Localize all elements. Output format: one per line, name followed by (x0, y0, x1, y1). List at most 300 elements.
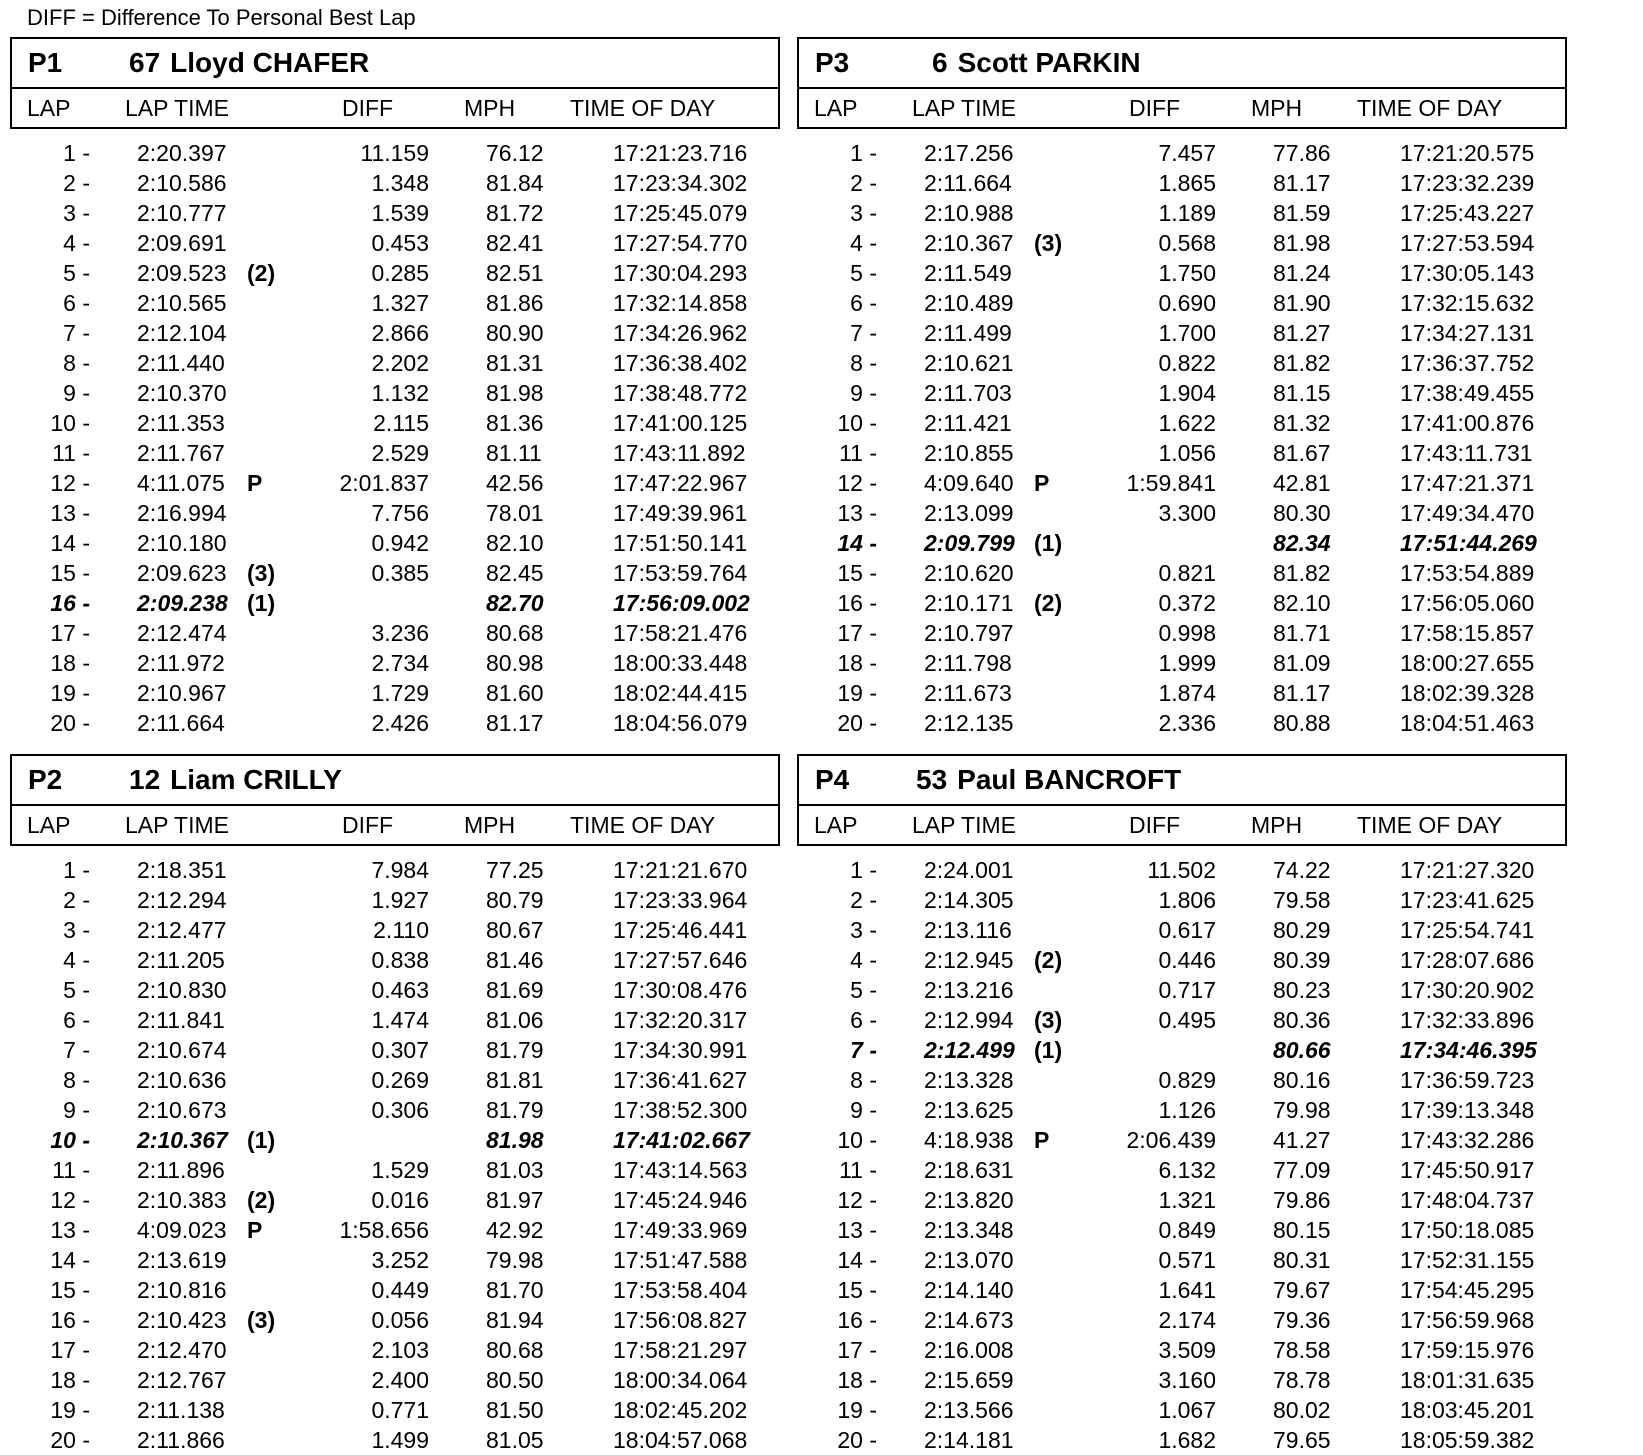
lap-time: 2:13.116 (924, 917, 1012, 943)
lap-diff: 0.463 (371, 977, 429, 1003)
lap-row (797, 975, 1567, 1005)
lap-number: 5 - (850, 260, 877, 286)
lap-time-of-day: 17:36:59.723 (1400, 1067, 1535, 1093)
lap-time-of-day: 17:30:08.476 (613, 977, 748, 1003)
lap-row (797, 1005, 1567, 1035)
lap-time: 2:12.104 (137, 320, 227, 346)
col-header-lap: LAP (814, 95, 858, 121)
diff-legend: DIFF = Difference To Personal Best Lap (27, 5, 416, 30)
lap-mph: 79.65 (1273, 1427, 1331, 1453)
lap-diff: 3.236 (371, 620, 429, 646)
lap-row (10, 198, 780, 228)
driver-number: 67 (129, 47, 161, 78)
lap-number: 18 - (50, 650, 90, 676)
col-header-diff: DIFF (342, 812, 394, 838)
lap-time: 2:13.566 (924, 1397, 1014, 1423)
lap-row (10, 528, 780, 558)
lap-time: 2:12.135 (924, 710, 1014, 736)
lap-number: 12 - (837, 1187, 877, 1213)
lap-time: 2:09.799 (924, 530, 1015, 556)
lap-mph: 79.98 (1273, 1097, 1331, 1123)
lap-time: 2:18.351 (137, 857, 227, 883)
lap-row (797, 1215, 1567, 1245)
lap-mph: 80.39 (1273, 947, 1331, 973)
lap-row (10, 138, 780, 168)
lap-number: 18 - (50, 1367, 90, 1393)
lap-marker: P (247, 470, 263, 496)
lap-mph: 81.46 (486, 947, 544, 973)
lap-number: 9 - (850, 380, 877, 406)
lap-time-of-day: 17:47:21.371 (1400, 470, 1535, 496)
lap-time-of-day: 17:32:14.858 (613, 290, 748, 316)
lap-time-of-day: 18:00:27.655 (1400, 650, 1535, 676)
lap-mph: 80.02 (1273, 1397, 1331, 1423)
lap-time-of-day: 17:36:37.752 (1400, 350, 1535, 376)
lap-time-of-day: 17:53:58.404 (613, 1277, 748, 1303)
lap-mph: 80.90 (486, 320, 544, 346)
lap-number: 3 - (850, 917, 877, 943)
lap-diff: 0.998 (1158, 620, 1216, 646)
lap-number: 20 - (837, 710, 877, 736)
lap-time: 2:11.138 (137, 1397, 225, 1423)
driver-name: Paul BANCROFT (957, 764, 1182, 795)
lap-mph: 81.17 (1273, 170, 1331, 196)
lap-time: 2:11.421 (924, 410, 1012, 436)
lap-time: 2:10.816 (137, 1277, 227, 1303)
lap-time-of-day: 17:59:15.976 (1400, 1337, 1535, 1363)
lap-time: 2:13.348 (924, 1217, 1014, 1243)
lap-time-of-day: 17:36:38.402 (613, 350, 748, 376)
lap-row (10, 648, 780, 678)
lap-diff: 2:06.439 (1126, 1127, 1216, 1153)
lap-time-of-day: 17:34:27.131 (1400, 320, 1535, 346)
col-header-lap-time: LAP TIME (912, 95, 1016, 121)
driver-panel (10, 37, 780, 736)
lap-number: 12 - (50, 470, 90, 496)
lap-diff: 0.822 (1158, 350, 1216, 376)
lap-time-of-day: 17:58:21.476 (613, 620, 748, 646)
lap-diff: 1.700 (1158, 320, 1216, 346)
lap-row (797, 1395, 1567, 1425)
lap-diff: 2.202 (371, 350, 429, 376)
lap-row (797, 708, 1567, 738)
lap-diff: 1.327 (371, 290, 429, 316)
lap-time-of-day: 17:25:45.079 (613, 200, 748, 226)
lap-time-of-day: 18:04:51.463 (1400, 710, 1535, 736)
lap-time-of-day: 17:30:04.293 (613, 260, 748, 286)
lap-mph: 81.82 (1273, 560, 1331, 586)
lap-diff: 1.499 (371, 1427, 429, 1453)
lap-diff: 1.806 (1158, 887, 1216, 913)
col-header-diff: DIFF (342, 95, 394, 121)
driver-number: 12 (129, 764, 161, 795)
lap-number: 8 - (850, 350, 877, 376)
lap-number: 4 - (850, 230, 877, 256)
lap-time: 2:11.866 (137, 1427, 225, 1453)
col-header-diff: DIFF (1129, 95, 1181, 121)
lap-number: 1 - (63, 140, 90, 166)
lap-mph: 81.84 (486, 170, 544, 196)
lap-number: 15 - (837, 560, 877, 586)
lap-row (10, 498, 780, 528)
lap-time-of-day: 17:49:33.969 (613, 1217, 748, 1243)
lap-time: 4:09.023 (137, 1217, 227, 1243)
lap-diff: 0.942 (371, 530, 429, 556)
lap-time: 2:11.353 (137, 410, 225, 436)
lap-number: 8 - (850, 1067, 877, 1093)
lap-row (797, 468, 1567, 498)
lap-number: 16 - (837, 1307, 877, 1333)
lap-mph: 82.34 (1273, 530, 1331, 556)
col-header-mph: MPH (464, 812, 516, 838)
lap-row (797, 378, 1567, 408)
lap-mph: 80.36 (1273, 1007, 1331, 1033)
lap-number: 15 - (50, 560, 90, 586)
lap-mph: 81.32 (1273, 410, 1331, 436)
lap-mph: 81.71 (1273, 620, 1331, 646)
lap-mph: 80.15 (1273, 1217, 1331, 1243)
lap-row (797, 558, 1567, 588)
lap-time: 2:10.586 (137, 170, 227, 196)
lap-time-of-day: 17:56:05.060 (1400, 590, 1535, 616)
col-header-diff: DIFF (1129, 812, 1181, 838)
lap-diff: 0.568 (1158, 230, 1216, 256)
lap-time-of-day: 18:00:34.064 (613, 1367, 748, 1393)
lap-time: 2:11.972 (137, 650, 225, 676)
lap-row (797, 855, 1567, 885)
lap-mph: 81.90 (1273, 290, 1331, 316)
lap-diff: 1.874 (1158, 680, 1216, 706)
lap-time-of-day: 17:53:59.764 (613, 560, 748, 586)
lap-time: 2:10.489 (924, 290, 1014, 316)
lap-time: 2:13.625 (924, 1097, 1014, 1123)
lap-time-of-day: 18:02:45.202 (613, 1397, 748, 1423)
lap-time: 4:11.075 (137, 470, 225, 496)
lap-time: 2:16.994 (137, 500, 227, 526)
lap-time-of-day: 17:56:09.002 (613, 590, 750, 616)
lap-row (10, 168, 780, 198)
lap-mph: 79.36 (1273, 1307, 1331, 1333)
lap-number: 10 - (50, 410, 90, 436)
lap-diff: 1:58.656 (339, 1217, 429, 1243)
driver-title (932, 47, 1141, 79)
lap-row (10, 1395, 780, 1425)
lap-row-best (10, 1125, 780, 1155)
lap-time-of-day: 17:47:22.967 (613, 470, 748, 496)
lap-time: 2:14.305 (924, 887, 1014, 913)
lap-time-of-day: 17:43:14.563 (613, 1157, 748, 1183)
lap-diff: 1:59.841 (1126, 470, 1216, 496)
col-header-lap-time: LAP TIME (912, 812, 1016, 838)
lap-number: 5 - (850, 977, 877, 1003)
lap-diff: 1.126 (1158, 1097, 1216, 1123)
lap-time-of-day: 17:51:50.141 (613, 530, 748, 556)
lap-mph: 81.59 (1273, 200, 1331, 226)
lap-row (10, 288, 780, 318)
lap-time: 2:13.216 (924, 977, 1014, 1003)
lap-time-of-day: 18:03:45.201 (1400, 1397, 1535, 1423)
lap-row (797, 318, 1567, 348)
lap-row (10, 468, 780, 498)
lap-time-of-day: 17:21:23.716 (613, 140, 748, 166)
lap-number: 4 - (850, 947, 877, 973)
lap-row (10, 1245, 780, 1275)
lap-diff: 11.159 (360, 140, 429, 166)
lap-mph: 79.67 (1273, 1277, 1331, 1303)
column-header-row (12, 89, 778, 127)
lap-row (797, 1425, 1567, 1455)
lap-marker: P (1034, 1127, 1050, 1153)
driver-position: P4 (815, 764, 850, 795)
lap-diff: 1.865 (1158, 170, 1216, 196)
lap-row (10, 1215, 780, 1245)
lap-row (797, 138, 1567, 168)
lap-rows (10, 138, 780, 738)
lap-row (797, 588, 1567, 618)
lap-mph: 80.68 (486, 1337, 544, 1363)
lap-diff: 0.495 (1158, 1007, 1216, 1033)
lap-time: 2:24.001 (924, 857, 1014, 883)
lap-time-of-day: 17:39:13.348 (1400, 1097, 1535, 1123)
lap-time-of-day: 17:25:43.227 (1400, 200, 1535, 226)
lap-time: 2:11.673 (924, 680, 1012, 706)
lap-mph: 81.97 (486, 1187, 544, 1213)
lap-row (797, 258, 1567, 288)
lap-time-of-day: 18:00:33.448 (613, 650, 748, 676)
lap-mph: 82.70 (486, 590, 544, 616)
lap-time: 2:11.499 (924, 320, 1012, 346)
lap-diff: 7.984 (371, 857, 429, 883)
column-header-row (799, 89, 1565, 127)
lap-number: 19 - (50, 1397, 90, 1423)
lap-diff: 0.306 (371, 1097, 429, 1123)
lap-number: 10 - (837, 1127, 877, 1153)
lap-diff: 0.849 (1158, 1217, 1216, 1243)
lap-marker: P (1034, 470, 1050, 496)
lap-diff: 1.904 (1158, 380, 1216, 406)
lap-diff: 0.571 (1158, 1247, 1216, 1273)
lap-time-of-day: 18:05:59.382 (1400, 1427, 1535, 1453)
lap-number: 9 - (850, 1097, 877, 1123)
driver-panel (797, 754, 1567, 1453)
lap-marker: (2) (247, 260, 276, 286)
lap-row (797, 678, 1567, 708)
lap-diff: 2.103 (371, 1337, 429, 1363)
lap-row (797, 648, 1567, 678)
lap-time: 2:13.820 (924, 1187, 1014, 1213)
lap-row (10, 945, 780, 975)
lap-time-of-day: 17:45:24.946 (613, 1187, 748, 1213)
lap-time: 2:11.664 (137, 710, 225, 736)
lap-time: 2:10.988 (924, 200, 1014, 226)
lap-number: 19 - (837, 1397, 877, 1423)
lap-time-of-day: 17:21:27.320 (1400, 857, 1535, 883)
lap-time-of-day: 18:01:31.635 (1400, 1367, 1535, 1393)
lap-time-of-day: 17:32:15.632 (1400, 290, 1535, 316)
lap-mph: 79.58 (1273, 887, 1331, 913)
lap-number: 6 - (63, 1007, 90, 1033)
lap-time: 2:11.205 (137, 947, 225, 973)
lap-number: 9 - (63, 1097, 90, 1123)
lap-time: 2:09.238 (137, 590, 228, 616)
lap-time: 2:15.659 (924, 1367, 1014, 1393)
lap-time: 2:10.383 (137, 1187, 227, 1213)
lap-row (797, 1095, 1567, 1125)
lap-number: 3 - (63, 917, 90, 943)
lap-mph: 81.70 (486, 1277, 544, 1303)
lap-time-of-day: 17:30:20.902 (1400, 977, 1535, 1003)
lap-diff: 2.110 (373, 917, 429, 943)
lap-diff: 3.160 (1158, 1367, 1216, 1393)
lap-number: 15 - (837, 1277, 877, 1303)
lap-time-of-day: 17:28:07.686 (1400, 947, 1535, 973)
lap-time-of-day: 17:32:20.317 (613, 1007, 748, 1033)
driver-title (129, 764, 342, 796)
lap-time-of-day: 17:23:34.302 (613, 170, 748, 196)
lap-time-of-day: 17:27:53.594 (1400, 230, 1535, 256)
lap-time: 2:14.140 (924, 1277, 1014, 1303)
lap-row (10, 258, 780, 288)
lap-time-of-day: 17:51:47.588 (613, 1247, 748, 1273)
lap-number: 17 - (50, 1337, 90, 1363)
lap-time: 2:10.370 (137, 380, 227, 406)
lap-row (797, 288, 1567, 318)
lap-diff: 0.771 (371, 1397, 429, 1423)
col-header-lap: LAP (27, 95, 71, 121)
lap-row-best (10, 588, 780, 618)
lap-row (10, 1335, 780, 1365)
col-header-time-of-day: TIME OF DAY (570, 95, 716, 121)
driver-panel (797, 37, 1567, 736)
lap-mph: 80.50 (486, 1367, 544, 1393)
col-header-mph: MPH (464, 95, 516, 121)
lap-mph: 81.67 (1273, 440, 1331, 466)
lap-mph: 82.41 (486, 230, 544, 256)
lap-time: 2:13.099 (924, 500, 1014, 526)
lap-marker: (2) (247, 1187, 276, 1213)
lap-number: 19 - (50, 680, 90, 706)
lap-mph: 76.12 (486, 140, 544, 166)
lap-time-of-day: 17:34:26.962 (613, 320, 748, 346)
lap-mph: 80.30 (1273, 500, 1331, 526)
lap-mph: 81.36 (486, 410, 544, 436)
lap-time-of-day: 17:58:21.297 (613, 1337, 748, 1363)
lap-row (10, 348, 780, 378)
lap-diff: 1.750 (1158, 260, 1216, 286)
lap-row (797, 618, 1567, 648)
lap-row-best (797, 528, 1567, 558)
lap-mph: 81.05 (486, 1427, 544, 1453)
lap-diff: 0.016 (371, 1187, 429, 1213)
lap-mph: 82.10 (486, 530, 544, 556)
lap-number: 2 - (63, 170, 90, 196)
lap-number: 20 - (50, 1427, 90, 1453)
lap-marker: (3) (1034, 230, 1063, 256)
lap-mph: 81.86 (486, 290, 544, 316)
lap-mph: 81.24 (1273, 260, 1331, 286)
lap-time-of-day: 17:41:00.876 (1400, 410, 1535, 436)
lap-mph: 81.79 (486, 1037, 544, 1063)
lap-time-of-day: 17:25:54.741 (1400, 917, 1535, 943)
lap-number: 18 - (837, 650, 877, 676)
lap-number: 1 - (850, 857, 877, 883)
lap-number: 7 - (63, 1037, 90, 1063)
lap-row (797, 1305, 1567, 1335)
lap-number: 11 - (839, 1157, 877, 1183)
driver-header (10, 754, 780, 846)
lap-diff: 0.838 (371, 947, 429, 973)
col-header-time-of-day: TIME OF DAY (1357, 95, 1503, 121)
lap-mph: 81.79 (486, 1097, 544, 1123)
lap-mph: 81.17 (486, 710, 544, 736)
lap-time-of-day: 17:23:32.239 (1400, 170, 1535, 196)
lap-time: 4:18.938 (924, 1127, 1014, 1153)
lap-number: 14 - (837, 1247, 877, 1273)
lap-number: 11 - (52, 1157, 90, 1183)
lap-time: 4:09.640 (924, 470, 1014, 496)
lap-mph: 81.98 (486, 380, 544, 406)
lap-row (10, 1185, 780, 1215)
lap-time: 2:11.549 (924, 260, 1012, 286)
column-header-row (12, 806, 778, 844)
lap-time: 2:10.674 (137, 1037, 227, 1063)
lap-time: 2:10.830 (137, 977, 227, 1003)
lap-diff: 1.056 (1158, 440, 1216, 466)
lap-marker: (2) (1034, 590, 1063, 616)
lap-mph: 80.23 (1273, 977, 1331, 1003)
driver-title-bar (799, 756, 1565, 806)
lap-row (10, 708, 780, 738)
lap-mph: 81.60 (486, 680, 544, 706)
lap-time-of-day: 18:02:44.415 (613, 680, 748, 706)
lap-row (797, 1275, 1567, 1305)
lap-time-of-day: 17:38:48.772 (613, 380, 748, 406)
lap-time: 2:10.565 (137, 290, 227, 316)
lap-time: 2:11.703 (924, 380, 1012, 406)
lap-diff: 1.999 (1158, 650, 1216, 676)
lap-time: 2:10.777 (137, 200, 227, 226)
lap-row (797, 885, 1567, 915)
lap-time-of-day: 17:48:04.737 (1400, 1187, 1535, 1213)
lap-number: 13 - (837, 1217, 877, 1243)
lap-marker: (3) (247, 560, 276, 586)
lap-time-of-day: 17:25:46.441 (613, 917, 748, 943)
lap-time: 2:12.477 (137, 917, 227, 943)
driver-header (10, 37, 780, 129)
lap-row (10, 1065, 780, 1095)
lap-row (10, 1155, 780, 1185)
lap-rows (797, 138, 1567, 738)
lap-time-of-day: 17:43:11.892 (613, 440, 746, 466)
lap-row (797, 348, 1567, 378)
lap-time: 2:10.855 (924, 440, 1014, 466)
lap-row (10, 1035, 780, 1065)
lap-diff: 0.446 (1158, 947, 1216, 973)
lap-mph: 42.81 (1273, 470, 1331, 496)
lap-mph: 79.98 (486, 1247, 544, 1273)
driver-header (797, 754, 1567, 846)
lap-mph: 41.27 (1273, 1127, 1331, 1153)
lap-time: 2:12.470 (137, 1337, 227, 1363)
lap-mph: 77.09 (1273, 1157, 1331, 1183)
lap-diff: 0.307 (371, 1037, 429, 1063)
lap-diff: 1.474 (371, 1007, 429, 1033)
driver-name: Lloyd CHAFER (170, 47, 370, 78)
lap-time-of-day: 17:34:30.991 (613, 1037, 748, 1063)
lap-time-of-day: 17:43:32.286 (1400, 1127, 1535, 1153)
lap-mph: 80.98 (486, 650, 544, 676)
driver-title-bar (799, 39, 1565, 89)
